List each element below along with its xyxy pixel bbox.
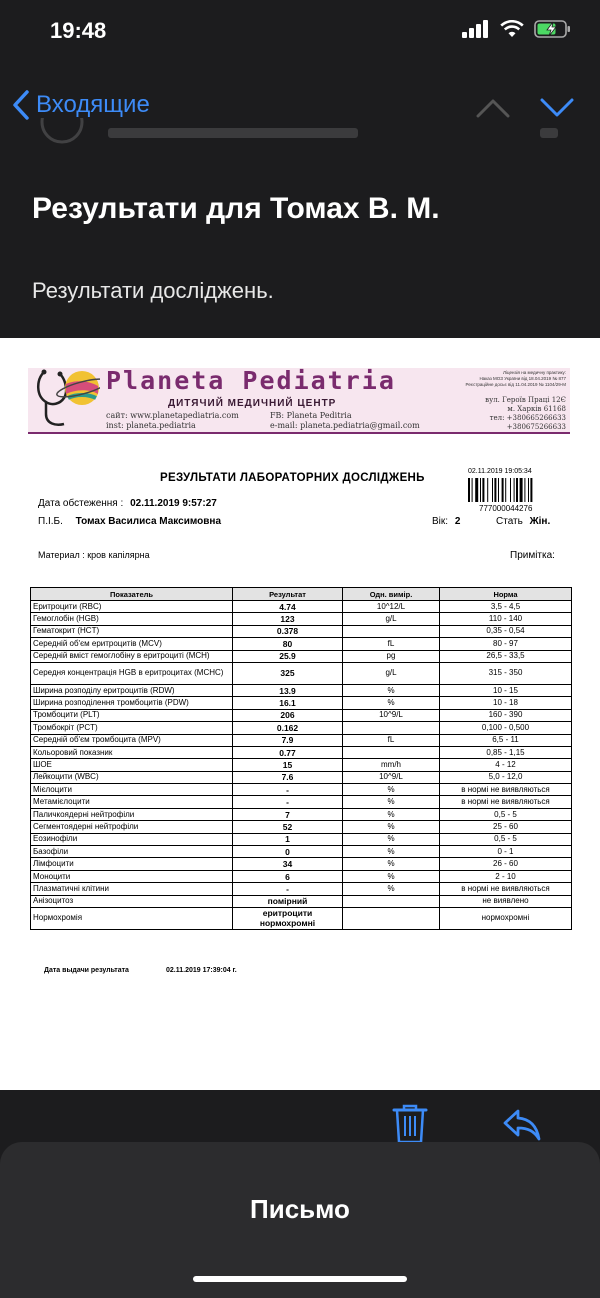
lab-test-name: Середня концентрація HGB в еритроцитах (MCHC): [31, 662, 233, 684]
lab-test-unit: 10^9/L: [343, 771, 440, 783]
table-row: [31, 808, 572, 820]
address-city: м. Харків 61168: [507, 405, 566, 413]
lab-test-name: Тромбоцити (PLT): [31, 709, 233, 721]
exam-date-label: Дата обстеження :: [38, 498, 124, 509]
lab-test-norm: 2 - 10: [440, 870, 572, 882]
lab-test-name: Плазматичні клітини: [31, 883, 233, 895]
barcode-bar: [514, 478, 515, 502]
lab-test-result: 4.74: [233, 601, 343, 613]
barcode-bar: [472, 478, 473, 502]
lab-test-result: 7.9: [233, 734, 343, 746]
lab-test-name: ШОЕ: [31, 759, 233, 771]
chevron-left-icon: [12, 90, 30, 120]
lab-test-unit: fL: [343, 734, 440, 746]
battery-charging-icon: [534, 20, 572, 38]
lab-test-norm: 5,0 - 12,0: [440, 771, 572, 783]
lab-test-name: Моноцити: [31, 870, 233, 882]
column-header: Результат: [233, 588, 343, 601]
table-row: [31, 784, 572, 796]
lab-test-name: Базофіли: [31, 846, 233, 858]
clinic-address: [485, 396, 566, 432]
lab-test-name: Мієлоцити: [31, 784, 233, 796]
lab-test-result: 7.6: [233, 771, 343, 783]
lab-test-name: Ширина розподілення тромбоцитів (PDW): [31, 697, 233, 709]
lab-test-unit: %: [343, 697, 440, 709]
lab-test-unit: %: [343, 870, 440, 882]
lab-test-name: Середній об'єм тромбоцита (MPV): [31, 734, 233, 746]
lab-test-name: Анізоцитоз: [31, 895, 233, 907]
license-line: Ліцензія на медичну практику:: [503, 370, 566, 375]
lab-test-name: Середній вміст гемоглобіну в еритроциті (MCH): [31, 650, 233, 662]
lab-test-unit: %: [343, 883, 440, 895]
draft-sheet[interactable]: [0, 1142, 600, 1298]
chevron-up-icon[interactable]: [476, 98, 510, 118]
lab-test-name: Кольоровий показник: [31, 746, 233, 758]
patient-sex-row: [496, 516, 550, 527]
table-row: [31, 771, 572, 783]
lab-test-norm: 0 - 1: [440, 846, 572, 858]
lab-test-name: Ширина розподілу еритроцитів (RDW): [31, 684, 233, 696]
lab-test-result: 15: [233, 759, 343, 771]
lab-test-norm: 4 - 12: [440, 759, 572, 771]
lab-test-result: 0.162: [233, 722, 343, 734]
lab-test-name: Паличкоядерні нейтрофіли: [31, 808, 233, 820]
lab-test-unit: [343, 722, 440, 734]
lab-test-result: 1: [233, 833, 343, 845]
barcode-bar: [468, 478, 470, 502]
table-row: [31, 895, 572, 907]
back-button-label: Входящие: [36, 91, 150, 118]
table-row: [31, 638, 572, 650]
clinic-name: Planeta Pediatria: [106, 366, 396, 395]
print-datetime: 02.11.2019 19:05:34: [468, 468, 532, 475]
table-row: [31, 746, 572, 758]
lab-test-name: Лімфоцити: [31, 858, 233, 870]
lab-test-unit: [343, 746, 440, 758]
table-row: [31, 759, 572, 771]
lab-test-unit: 10^9/L: [343, 709, 440, 721]
lab-test-norm: 10 - 18: [440, 697, 572, 709]
table-row: [31, 625, 572, 637]
lab-test-result: -: [233, 883, 343, 895]
lab-test-name: Тромбокріт (PCT): [31, 722, 233, 734]
lab-test-norm: 25 - 60: [440, 821, 572, 833]
barcode-bar: [505, 478, 506, 502]
barcode-bar: [502, 478, 504, 502]
lab-test-name: Гемоглобін (HGB): [31, 613, 233, 625]
table-row: [31, 846, 572, 858]
sex-value: Жін.: [529, 516, 551, 527]
lab-test-norm: 0,85 - 1,15: [440, 746, 572, 758]
clinic-subtitle: ДИТЯЧИЙ МЕДИЧНИЙ ЦЕНТР: [168, 398, 337, 409]
lab-test-name: Метамієлоцити: [31, 796, 233, 808]
lab-test-name: Середній об'єм еритроцитів (MCV): [31, 638, 233, 650]
barcode-bar: [524, 478, 525, 502]
address-street: вул. Героїв Праці 12Є: [485, 396, 566, 404]
lab-test-unit: %: [343, 833, 440, 845]
header-divider: [28, 432, 570, 434]
status-time: 19:48: [50, 18, 107, 43]
lab-test-norm: в нормі не виявляються: [440, 883, 572, 895]
lab-test-unit: g/L: [343, 662, 440, 684]
lab-test-norm: 26 - 60: [440, 858, 572, 870]
table-row: [31, 796, 572, 808]
table-row: [31, 709, 572, 721]
report-title: РЕЗУЛЬТАТИ ЛАБОРАТОРНИХ ДОСЛІДЖЕНЬ: [160, 472, 425, 484]
lab-test-result: -: [233, 784, 343, 796]
table-row: [31, 601, 572, 613]
lab-test-unit: %: [343, 821, 440, 833]
clinic-facebook: FB: Planeta Peditria: [270, 411, 352, 420]
patient-name-value: Томах Василиса Максимовна: [75, 516, 222, 527]
age-value: 2: [454, 516, 461, 527]
license-line: Реєстраційне досьє від 11.04.2019 № 1104/29-М: [465, 382, 566, 387]
lab-test-norm: 0,5 - 5: [440, 833, 572, 845]
table-row: [31, 883, 572, 895]
exam-date-value: 02.11.2019 9:57:27: [130, 498, 217, 509]
lab-test-name: Еозинофіли: [31, 833, 233, 845]
lab-test-unit: 10^12/L: [343, 601, 440, 613]
lab-test-norm: не виявлено: [440, 895, 572, 907]
lab-test-norm: 6,5 - 11: [440, 734, 572, 746]
reply-icon[interactable]: [502, 1108, 542, 1142]
barcode-bar: [475, 478, 478, 502]
mail-body-text: Результати досліджень.: [32, 278, 274, 303]
barcode: [468, 478, 552, 502]
mail-subject: Результати для Томах В. М.: [32, 192, 440, 225]
table-row: [31, 821, 572, 833]
table-row: [31, 684, 572, 696]
license-line: Наказ МОЗ України від 18.04.2019 № 877: [479, 376, 566, 381]
lab-test-norm: 3,5 - 4,5: [440, 601, 572, 613]
status-bar: [0, 0, 600, 64]
barcode-bar: [530, 478, 532, 502]
table-row: [31, 833, 572, 845]
clinic-email: e-mail: planeta.pediatria@gmail.com: [270, 421, 420, 430]
lab-test-result: еритроцити нормохромні: [233, 907, 343, 929]
lab-test-unit: [343, 895, 440, 907]
issue-date-label: Дата выдачи результата: [44, 967, 129, 974]
column-header: Показатель: [31, 588, 233, 601]
table-row: [31, 613, 572, 625]
lab-test-norm: 315 - 350: [440, 662, 572, 684]
lab-test-norm: 0,100 - 0,500: [440, 722, 572, 734]
table-row: [31, 662, 572, 684]
lab-test-result: 0.378: [233, 625, 343, 637]
barcode-bar: [498, 478, 499, 502]
lab-test-name: Лейкоцити (WBC): [31, 771, 233, 783]
lab-test-unit: g/L: [343, 613, 440, 625]
status-icons: [462, 20, 572, 38]
lab-test-unit: [343, 907, 440, 929]
chevron-down-icon[interactable]: [540, 98, 574, 118]
barcode-number: 777000044276: [479, 504, 533, 513]
lab-test-result: 80: [233, 638, 343, 650]
table-row: [31, 858, 572, 870]
table-row: [31, 722, 572, 734]
clinic-logo-icon: [34, 366, 100, 432]
table-header-row: [31, 588, 572, 601]
lab-test-name: Нормохромія: [31, 907, 233, 929]
exam-date-row: [38, 498, 217, 509]
lab-test-unit: fL: [343, 638, 440, 650]
barcode-bar: [516, 478, 518, 502]
lab-test-norm: 110 - 140: [440, 613, 572, 625]
lab-test-result: 25.9: [233, 650, 343, 662]
lab-test-unit: %: [343, 796, 440, 808]
sex-label: Стать: [496, 516, 523, 527]
lab-test-result: 52: [233, 821, 343, 833]
avatar: [0, 118, 600, 148]
barcode-bar: [480, 478, 481, 502]
lab-test-result: 7: [233, 808, 343, 820]
lab-test-result: 16.1: [233, 697, 343, 709]
lab-test-name: Сегментоядерні нейтрофіли: [31, 821, 233, 833]
lab-test-unit: %: [343, 858, 440, 870]
lab-test-norm: 10 - 15: [440, 684, 572, 696]
lab-test-result: 0: [233, 846, 343, 858]
table-row: [31, 650, 572, 662]
lab-test-unit: [343, 625, 440, 637]
home-indicator[interactable]: [193, 1276, 407, 1282]
patient-name-row: [38, 516, 221, 527]
lab-test-result: -: [233, 796, 343, 808]
lab-test-norm: 0,35 - 0,54: [440, 625, 572, 637]
note-label: Примітка:: [510, 550, 555, 561]
lab-test-unit: %: [343, 784, 440, 796]
table-row: [31, 870, 572, 882]
scrolled-sender-row: [0, 118, 600, 148]
lab-test-name: Еритроцити (RBC): [31, 601, 233, 613]
mail-toolbar: [0, 1090, 600, 1150]
lab-test-result: 0.77: [233, 746, 343, 758]
table-row: [31, 697, 572, 709]
material-info: Материал : кров капілярна: [38, 550, 150, 560]
clinic-license: [450, 370, 566, 388]
lab-test-unit: %: [343, 684, 440, 696]
lab-test-norm: нормохромні: [440, 907, 572, 929]
lab-test-norm: в нормі не виявляються: [440, 784, 572, 796]
lab-test-result: 123: [233, 613, 343, 625]
clinic-instagram: inst: planeta.pediatria: [106, 421, 196, 430]
clinic-site: сайт: www.planetapediatria.com: [106, 411, 239, 420]
barcode-bar: [487, 478, 488, 502]
column-header: Одн. вимір.: [343, 588, 440, 601]
lab-test-result: 325: [233, 662, 343, 684]
lab-test-result: 206: [233, 709, 343, 721]
trash-icon[interactable]: [392, 1104, 428, 1144]
patient-age-row: [432, 516, 460, 527]
issue-date-value: 02.11.2019 17:39:04 г.: [166, 967, 237, 974]
barcode-bar: [510, 478, 511, 502]
wifi-icon: [500, 20, 524, 38]
lab-test-unit: %: [343, 808, 440, 820]
lab-test-norm: 80 - 97: [440, 638, 572, 650]
lab-test-result: 34: [233, 858, 343, 870]
lab-test-unit: mm/h: [343, 759, 440, 771]
address-phone: тел: +380665266633: [489, 414, 566, 422]
barcode-bar: [492, 478, 493, 502]
lab-test-norm: 0,5 - 5: [440, 808, 572, 820]
lab-test-unit: %: [343, 846, 440, 858]
lab-test-result: 13.9: [233, 684, 343, 696]
patient-name-label: П.І.Б.: [38, 516, 63, 527]
column-header: Норма: [440, 588, 572, 601]
table-row: [31, 907, 572, 929]
barcode-bar: [494, 478, 496, 502]
address-phone: +380675266633: [506, 423, 566, 431]
age-label: Вік:: [432, 516, 449, 527]
attachment-lab-report[interactable]: [0, 338, 600, 1090]
results-table: [30, 587, 572, 930]
barcode-bar: [520, 478, 523, 502]
cellular-signal-icon: [462, 20, 490, 38]
back-button[interactable]: [12, 90, 150, 120]
draft-sheet-title: Письмо: [250, 1194, 350, 1224]
lab-test-norm: 26,5 - 33,5: [440, 650, 572, 662]
lab-test-result: 6: [233, 870, 343, 882]
lab-test-name: Гематокрит (HCT): [31, 625, 233, 637]
lab-test-unit: pg: [343, 650, 440, 662]
lab-test-result: помірний: [233, 895, 343, 907]
lab-test-norm: в нормі не виявляються: [440, 796, 572, 808]
table-row: [31, 734, 572, 746]
barcode-bar: [482, 478, 484, 502]
barcode-bar: [528, 478, 529, 502]
lab-test-norm: 160 - 390: [440, 709, 572, 721]
